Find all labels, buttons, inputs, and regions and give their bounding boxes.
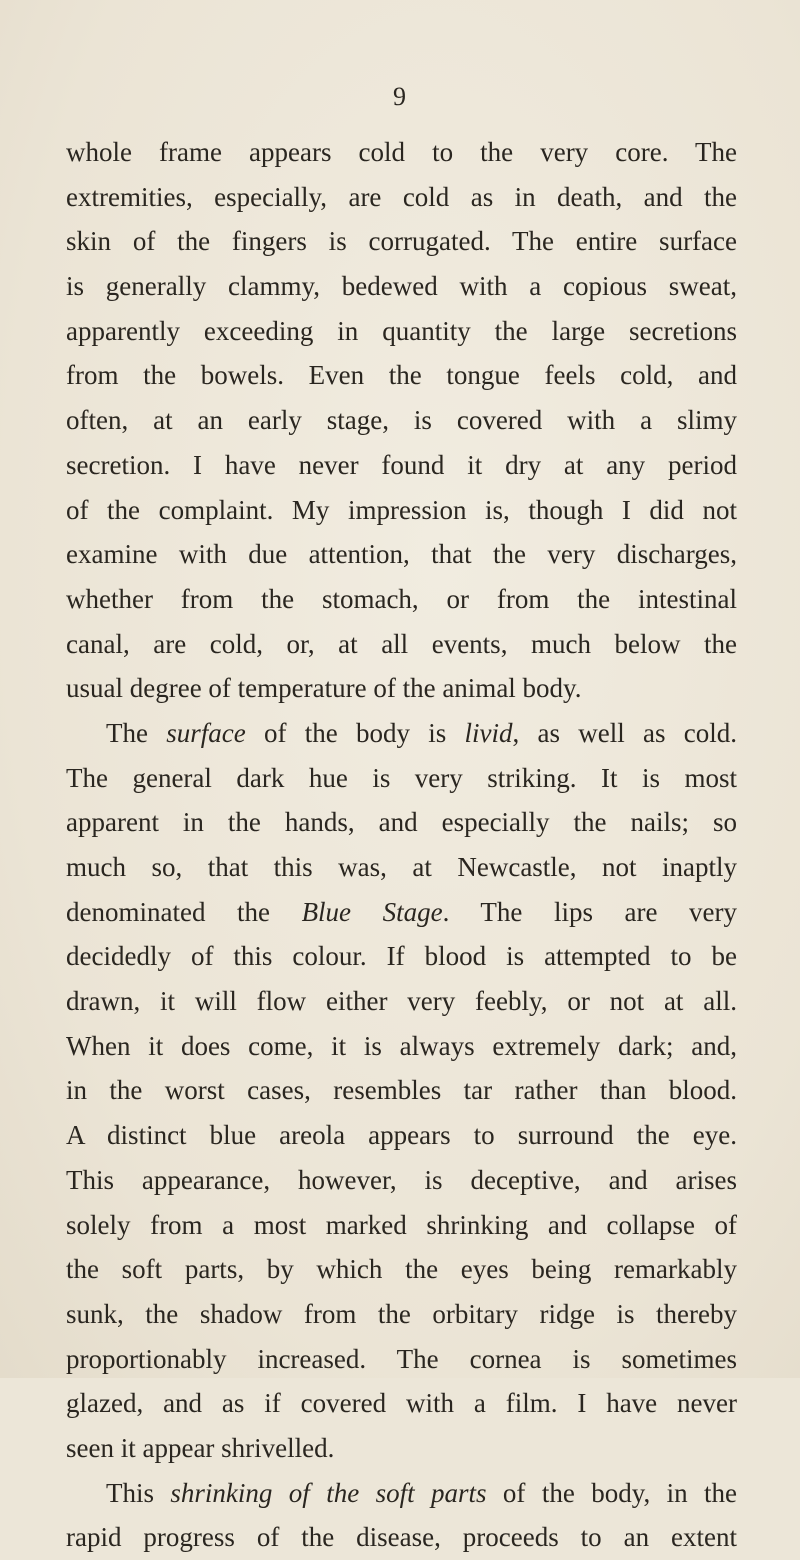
text-line: skin of the fingers is corrugated. The entire surface <box>66 226 737 257</box>
text-line: canal, are cold, or, at all events, much below the <box>66 628 737 659</box>
text-line: This appearance, however, is deceptive, and arises <box>66 1164 737 1195</box>
italic-text: surface <box>166 717 246 748</box>
text-line <box>66 711 737 756</box>
italic-text: livid <box>464 717 513 748</box>
text-line: apparent in the hands, and especially the nails; so <box>66 807 737 838</box>
text-line <box>66 890 737 935</box>
text-line: often, at an early stage, is covered with a slimy <box>66 405 737 436</box>
italic-text: Blue Stage <box>301 896 443 927</box>
italic-text: shrinking of the soft parts <box>170 1477 487 1508</box>
text-line: apparently exceeding in quantity the large secretions <box>66 315 737 346</box>
text-run: The <box>106 717 167 748</box>
text-line: whole frame appears cold to the very core. The <box>66 137 737 167</box>
text-line: seen it appear shrivelled. <box>66 1432 335 1463</box>
text-line: decidedly of this colour. If blood is attempted to be <box>66 941 737 972</box>
text-line: rapid progress of the disease, proceeds to an extent <box>66 1522 737 1553</box>
text-line: the soft parts, by which the eyes being remarkably <box>66 1254 737 1285</box>
text-line: from the bowels. Even the tongue feels cold, and <box>66 360 737 391</box>
text-line: examine with due attention, that the very discharges, <box>66 539 737 570</box>
page-number: 9 <box>393 82 407 111</box>
text-line: in the worst cases, resembles tar rather than blood. <box>66 1075 737 1106</box>
text-run: This <box>106 1477 171 1508</box>
text-run: , as well as cold. <box>512 717 737 748</box>
text-line: whether from the stomach, or from the intestinal <box>66 583 737 614</box>
text-line: is generally clammy, bedewed with a copious sweat, <box>66 271 737 302</box>
text-line: proportionably increased. The cornea is sometimes <box>66 1343 737 1374</box>
text-run: of the body is <box>245 717 465 748</box>
text-line: A distinct blue areola appears to surround the eye. <box>66 1120 737 1151</box>
text-line: drawn, it will flow either very feebly, or not at all. <box>66 986 737 1017</box>
text-run: . The lips are very <box>442 896 738 927</box>
text-line: glazed, and as if covered with a film. I have never <box>66 1388 737 1419</box>
text-run: denominated the <box>66 896 302 927</box>
text-line: much so, that this was, at Newcastle, not inaptly <box>66 852 737 882</box>
text-line: When it does come, it is always extremely dark; and, <box>66 1030 737 1061</box>
text-line: usual degree of temperature of the animal body. <box>66 673 582 704</box>
text-line: The general dark hue is very striking. It is most <box>66 762 737 793</box>
text-line: sunk, the shadow from the orbitary ridge is thereby <box>66 1298 737 1329</box>
body-text <box>66 130 737 1560</box>
text-run: of the body, in the <box>486 1477 737 1508</box>
text-line: of the complaint. My impression is, though I did not <box>66 494 737 525</box>
text-line: solely from a most marked shrinking and collapse of <box>66 1209 737 1240</box>
text-line: extremities, especially, are cold as in death, and the <box>66 181 737 212</box>
text-line: secretion. I have never found it dry at any period <box>66 449 737 480</box>
text-line <box>66 1471 737 1516</box>
